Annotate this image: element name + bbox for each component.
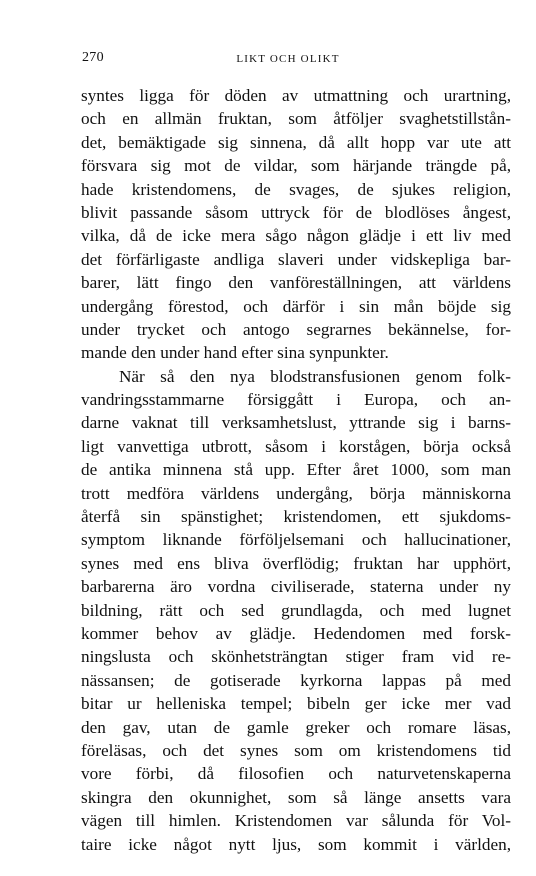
text-line: nässansen; de gotiserade kyrkorna lappas på med [81, 670, 511, 690]
text-line: symptom liknande förföljelsemani och hallucinationer, [81, 530, 511, 550]
text-line: blivit passande såsom uttryck för de blodlöses ångest, [81, 202, 511, 222]
text-line: barbarerna äro vordna civiliserade, staterna under ny [81, 577, 511, 597]
text-line: mande den under hand efter sina synpunkter. [81, 343, 389, 363]
text-line: vore förbi, då filosofien och naturvetenskaperna [81, 764, 511, 784]
text-line: ligt vanvettiga utbrott, såsom i korstågen, börja också [81, 436, 511, 456]
page-number: 270 [82, 50, 104, 65]
text-line: den gav, utan de gamle greker och romare läsas, [81, 717, 511, 737]
text-line: vilka, då de icke mera sågo någon glädje i ett liv med [81, 226, 511, 246]
text-line: under trycket och antogo segrarnes bekännelse, for- [81, 319, 511, 339]
text-line: synes med ens bliva överflödig; fruktan har upphört, [81, 553, 511, 573]
text-line: försvara sig mot de vildar, som härjande trängde på, [81, 156, 511, 176]
text-line: och en allmän fruktan, som åtföljer svaghetstillstån- [81, 109, 511, 129]
paragraph [81, 84, 511, 365]
body-text [81, 84, 511, 856]
text-line: föreläsas, och det synes som om kristendomens tid [81, 740, 511, 760]
text-line: bildning, rätt och sed grundlagda, och med lugnet [81, 600, 511, 620]
text-line: skingra den okunnighet, som så länge ansetts vara [81, 787, 511, 807]
text-line: taire icke något nytt ljus, som kommit i världen, [81, 834, 511, 854]
text-line: barer, lätt fingo den vanföreställningen, att världens [81, 273, 511, 293]
text-line: syntes ligga för döden av utmattning och urartning, [81, 86, 511, 105]
running-title: LIKT OCH OLIKT [236, 53, 340, 65]
text-line: vandringsstammarne försiggått i Europa, och an- [81, 390, 511, 410]
text-line: bitar ur helleniska tempel; bibeln ger icke mer vad [81, 694, 511, 714]
text-line: När så den nya blodstransfusionen genom folk- [119, 366, 511, 386]
text-line: återfå sin spänstighet; kristendomen, ett sjukdoms- [81, 507, 511, 527]
text-line: kommer behov av glädje. Hedendomen med forsk- [81, 623, 511, 643]
text-line: ningslusta och skönhetsträngtan stiger fram vid re- [81, 647, 511, 667]
text-line: hade kristendomens, de svages, de sjukes religion, [81, 179, 511, 199]
text-line: de antika minnena stå upp. Efter året 1000, som man [81, 460, 511, 480]
text-line: darne vaknat till verksamhetslust, yttrande sig i barns- [81, 413, 511, 433]
text-line: trott medföra världens undergång, börja människorna [81, 483, 511, 503]
text-line: vägen till himlen. Kristendomen var sålunda för Vol- [81, 811, 511, 831]
text-line: det förfärligaste andliga slaveri under vidskepliga bar- [81, 249, 511, 269]
paragraph [81, 365, 511, 856]
text-line: det, bemäktigade sig sinnena, då allt hopp var ute att [81, 132, 511, 152]
text-line: undergång förestod, och därför i sin mån böjde sig [81, 296, 511, 316]
